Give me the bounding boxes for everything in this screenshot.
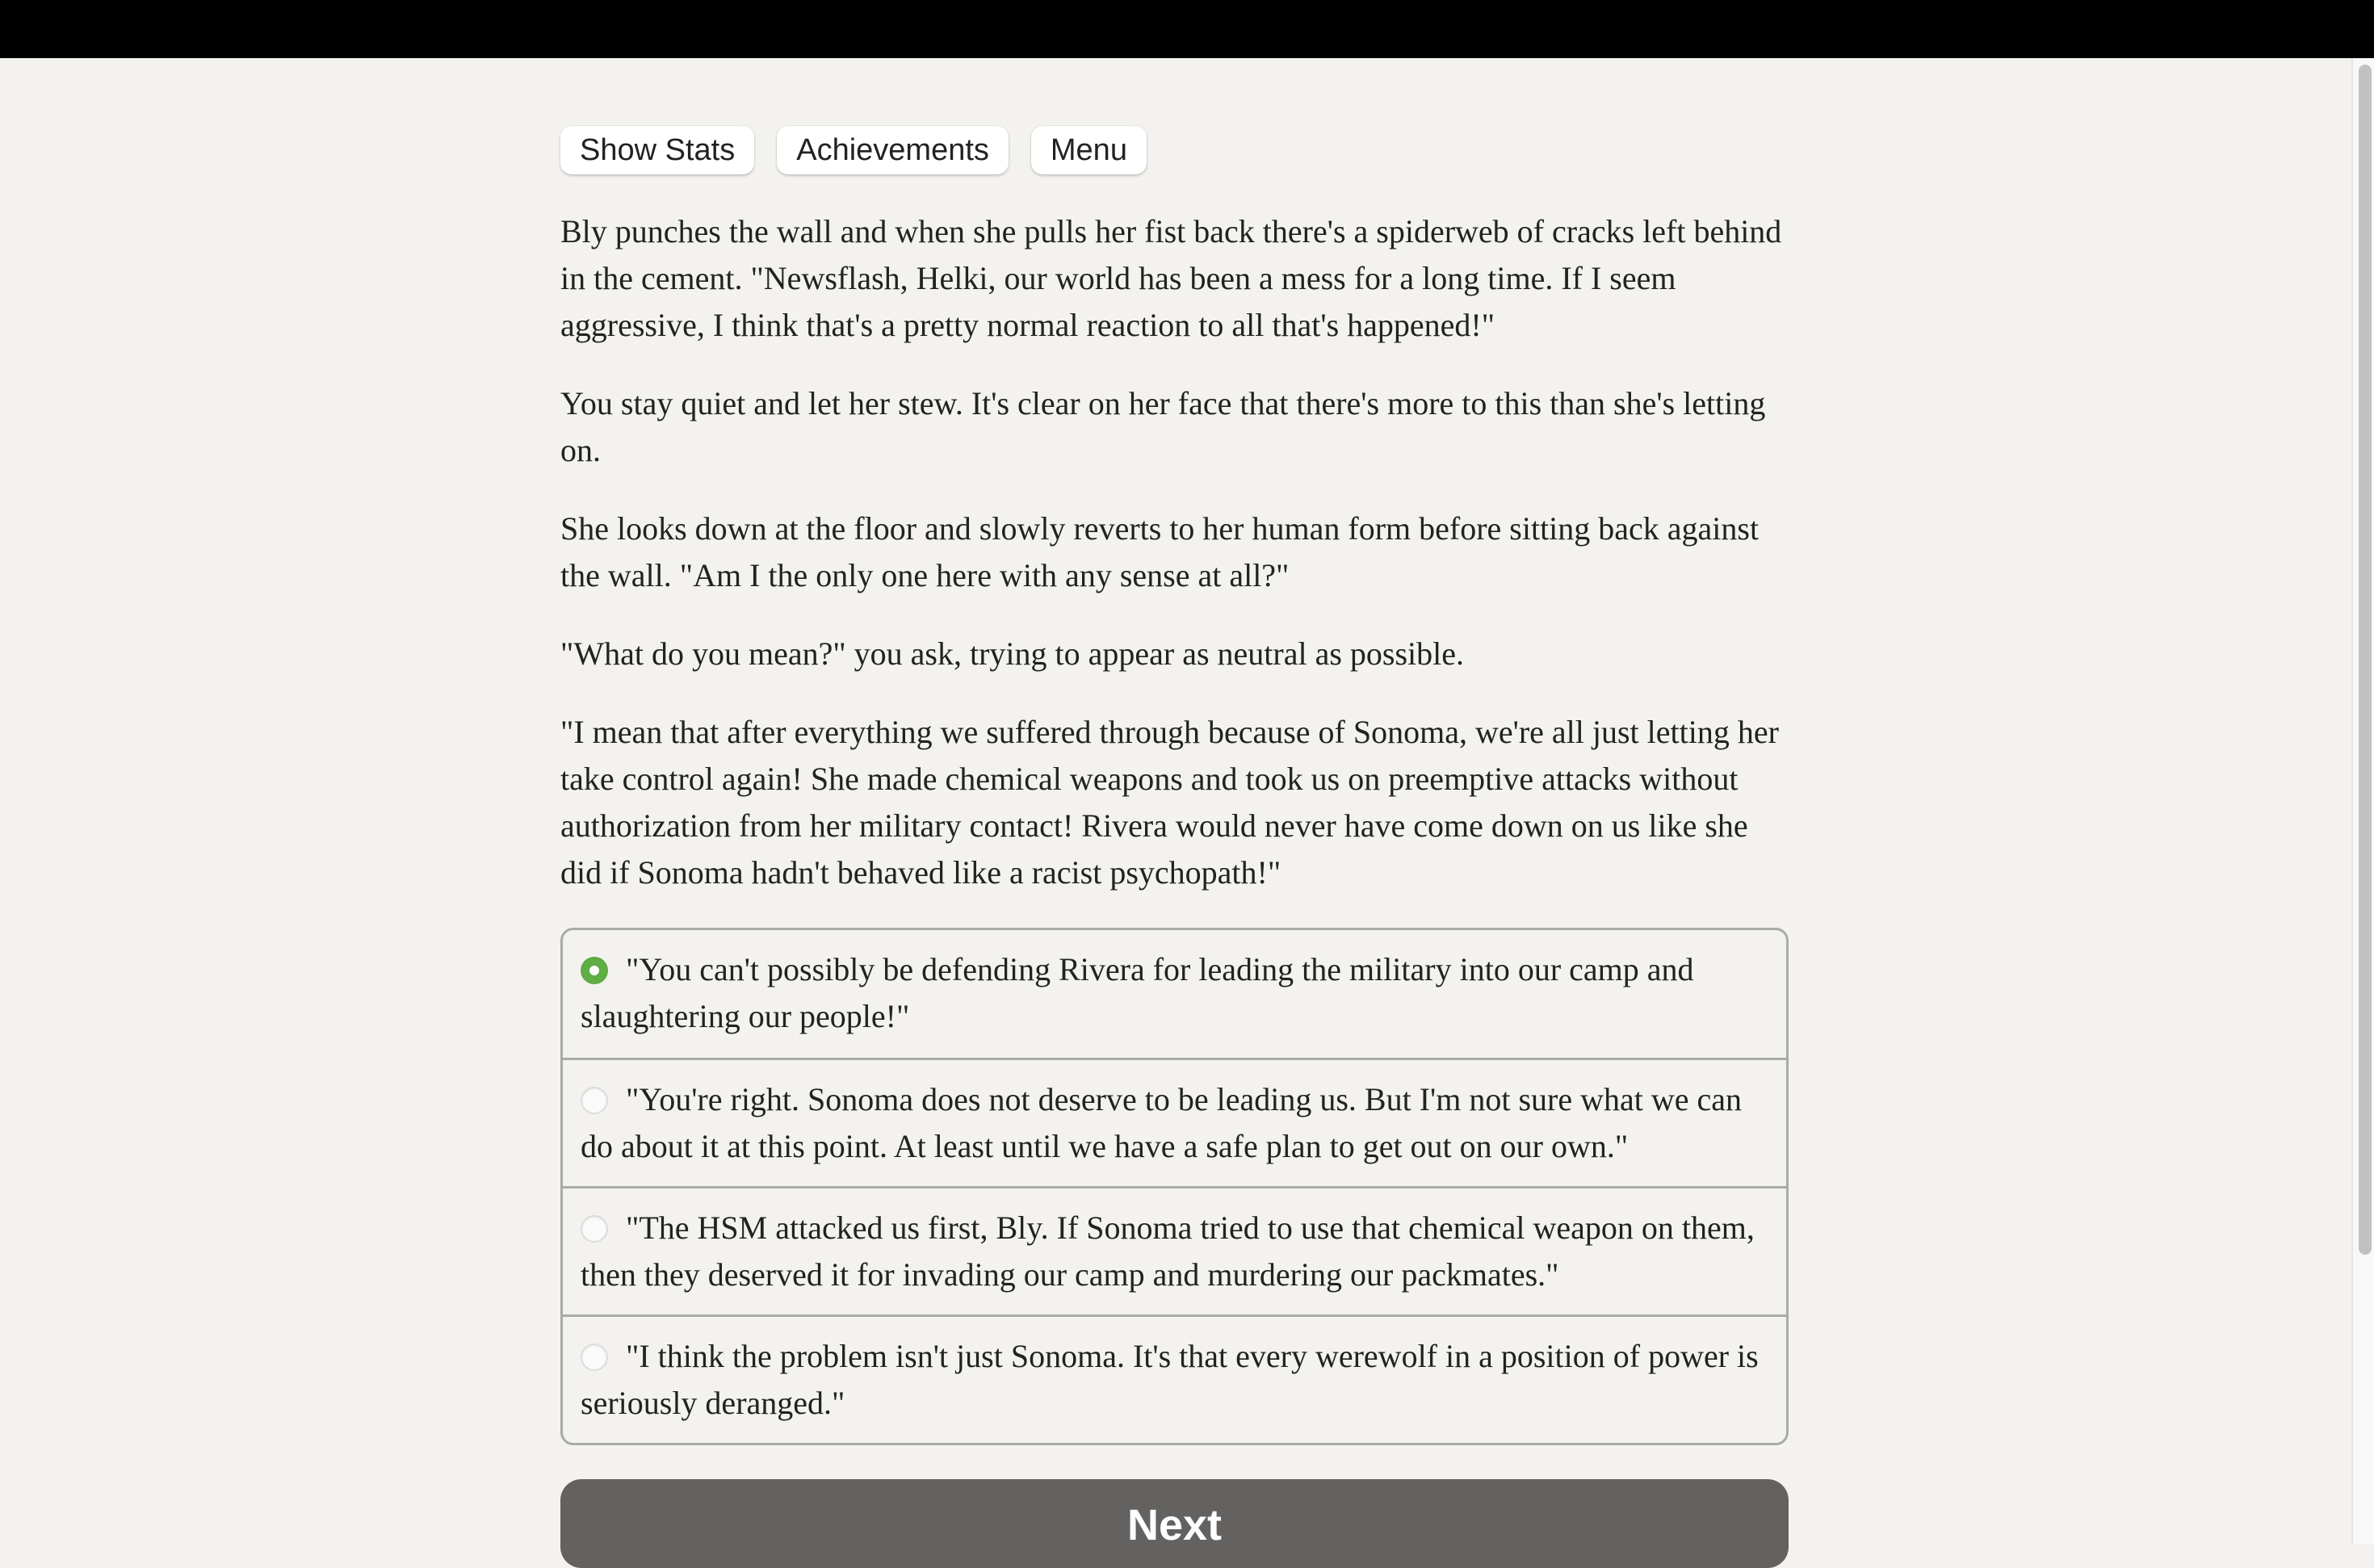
radio-unselected-icon[interactable]: [581, 1087, 608, 1114]
choice-option-2[interactable]: [563, 1058, 1786, 1186]
choice-list: [560, 928, 1789, 1445]
choice-option-4[interactable]: [563, 1314, 1786, 1443]
story-text: [560, 208, 1789, 896]
story-paragraph: Bly punches the wall and when she pulls her fist back there's a spiderweb of cracks left behind in the cement. "Newsflash, Helki, our world has been a mess for a long time. If I seem aggressive, I think that's a pretty normal reaction to all that's happened!": [560, 213, 1782, 343]
story-paragraph: You stay quiet and let her stew. It's clear on her face that there's more to this than she's letting on.: [560, 385, 1766, 468]
radio-unselected-icon[interactable]: [581, 1215, 608, 1243]
achievements-button[interactable]: Achievements: [777, 126, 1009, 174]
choice-label: "The HSM attacked us first, Bly. If Sonoma tried to use that chemical weapon on them, then they deserved it for invading our camp and murdering our packmates.": [581, 1210, 1755, 1293]
game-content: [560, 126, 1789, 1568]
choice-label: "You're right. Sonoma does not deserve to be leading us. But I'm not sure what we can do about it at this point. At least until we have a safe plan to get out on our own.": [581, 1081, 1742, 1164]
story-paragraph: "I mean that after everything we suffered through because of Sonoma, we're all just letting her take control again! She made chemical weapons and took us on preemptive attacks without authorization from her military contact! Rivera would never have come down on us like she did if Sonoma hadn't behaved like a racist psychopath!": [560, 714, 1779, 891]
radio-unselected-icon[interactable]: [581, 1344, 608, 1371]
menu-button[interactable]: Menu: [1031, 126, 1147, 174]
story-paragraph: She looks down at the floor and slowly reverts to her human form before sitting back against the wall. "Am I the only one here with any sense at all?": [560, 510, 1760, 593]
scrollbar-thumb[interactable]: [2359, 65, 2372, 1255]
story-paragraph: "What do you mean?" you ask, trying to appear as neutral as possible.: [560, 635, 1465, 672]
toolbar: [560, 126, 1789, 174]
radio-selected-icon[interactable]: [581, 957, 608, 984]
choice-option-1[interactable]: [563, 930, 1786, 1058]
next-button[interactable]: Next: [560, 1479, 1789, 1568]
choice-label: "You can't possibly be defending Rivera for leading the military into our camp and slaughtering our people!": [581, 951, 1694, 1034]
vertical-scrollbar[interactable]: [2351, 58, 2374, 1544]
show-stats-button[interactable]: Show Stats: [560, 126, 754, 174]
choice-label: "I think the problem isn't just Sonoma. It's that every werewolf in a position of power is seriously deranged.": [581, 1338, 1759, 1421]
window-top-bar: [0, 0, 2374, 58]
choice-option-3[interactable]: [563, 1186, 1786, 1314]
